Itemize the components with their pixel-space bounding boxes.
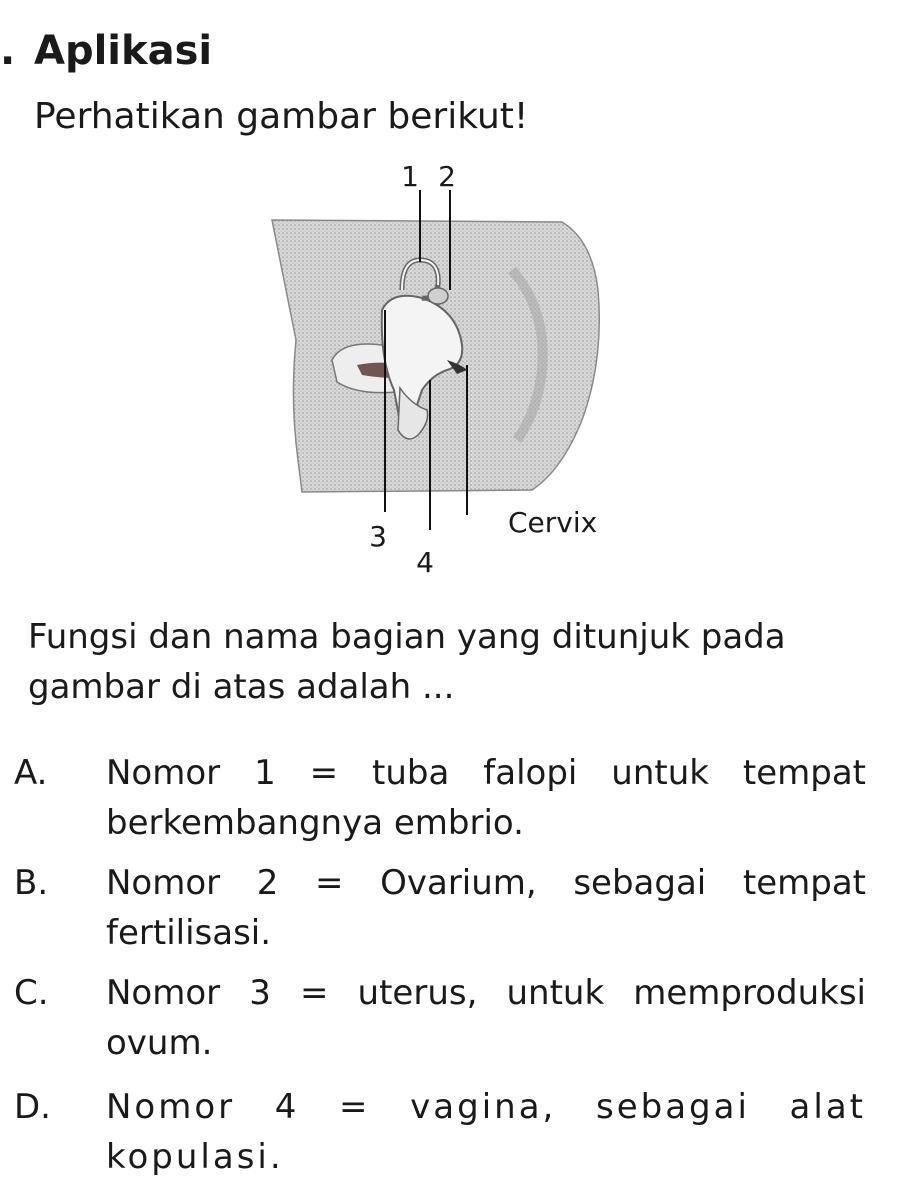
option-text: Nomor 3 = uterus, untuk memproduksi ovum. bbox=[106, 973, 866, 1063]
instruction-text: Perhatikan gambar berikut! bbox=[34, 96, 529, 137]
section-title: Aplikasi bbox=[34, 28, 213, 74]
label-1: 1 bbox=[401, 160, 419, 193]
option-letter: A. bbox=[14, 753, 48, 793]
reproductive-system-diagram bbox=[262, 160, 642, 590]
option-letter: B. bbox=[14, 863, 49, 903]
option-text: Nomor 4 = vagina, sebagai alat kopulasi. bbox=[106, 1087, 866, 1177]
section-bullet: . bbox=[0, 28, 16, 74]
label-4: 4 bbox=[416, 546, 434, 579]
question-text: Fungsi dan nama bagian yang ditunjuk pada gambar di atas adalah ... bbox=[28, 617, 786, 707]
anatomy-figure bbox=[262, 160, 642, 590]
option-letter: D. bbox=[14, 1087, 51, 1127]
option-letter: C. bbox=[14, 973, 49, 1013]
label-cervix: Cervix bbox=[508, 506, 598, 539]
option-text: Nomor 1 = tuba falopi untuk tempat berkembangnya embrio. bbox=[106, 753, 866, 843]
ovary-shape bbox=[428, 288, 448, 304]
option-text: Nomor 2 = Ovarium, sebagai tempat fertilisasi. bbox=[106, 863, 866, 953]
label-2: 2 bbox=[438, 160, 456, 193]
section-heading bbox=[0, 28, 212, 74]
label-3: 3 bbox=[369, 520, 387, 553]
